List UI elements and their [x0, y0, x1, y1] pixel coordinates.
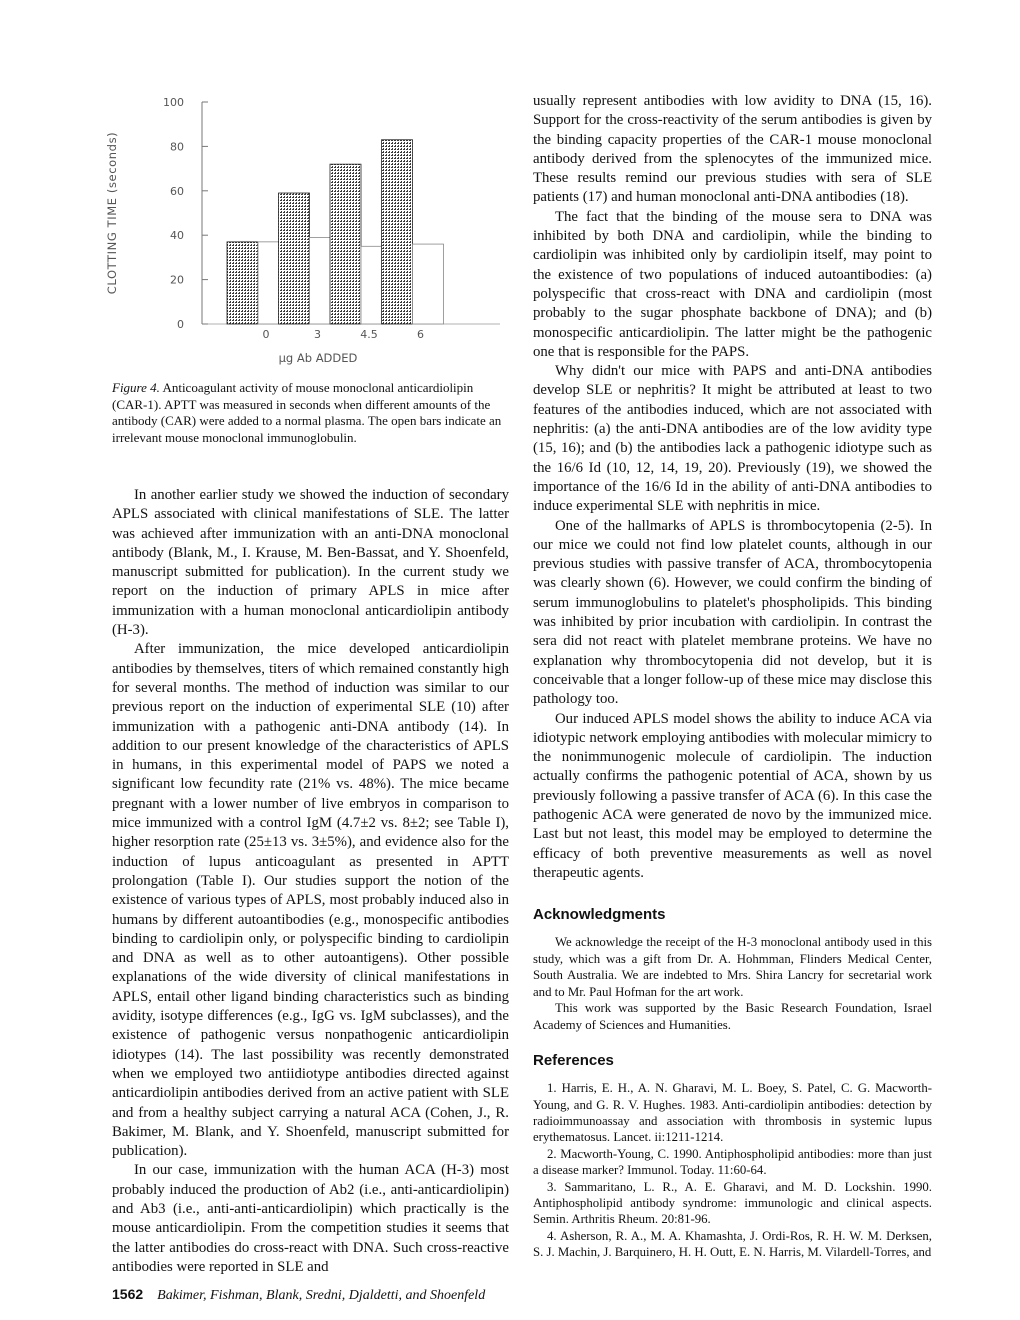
- left-column: [112, 486, 509, 1277]
- paragraph: After immunization, the mice developed anticardiolipin antibodies by themselves, titers of which remained constantly high for several months. The method of induction was similar to our previous report on the induction of experimental SLE (10) after immunization with a pathogenic anti-DNA antibody (14). In addition to our present knowledge of the characteristics of APLS in humans, in this experimental model of PAPS we noted a significant low fecundity rate (21% vs. 48%). The mice became pregnant with a lower number of live embryos in comparison to mice immunized with a control IgM (4.7±2 vs. 8±2; see Table I), higher resorption rate (25±13 vs. 3±5%), and evidence also for the induction of lupus anticoagulant as presented in APTT prolongation (Table I). Our studies support the notion of the existence of various types of APLS, most probably induced also in humans by different autoantibodies (e.g., monospecific antibodies binding to cardiolipin only, or polyspecific binding to cardiolipin and DNA as well as to other autoantigens). Other possible explanations of the wide diversity of clinical manifestations in APLS, entail other ligand binding characteristics such as binding avidity, isotype differences (e.g., IgG vs. IgM subclasses), and the existence of pathogenic versus nonpathogenic anticardiolipin idiotypes (14). The last possibility was recently demonstrated when we employed two antiidiotype antibodies directed against anticardiolipin antibodies derived from an active patient with SLE and from a healthy subject carrying a natural ACA (Cohen, J., R. Bakimer, M. Blank, and Y. Shoenfeld, manuscript submitted for publication).: [112, 641, 509, 1160]
- x-axis-label: µg Ab ADDED: [278, 351, 358, 365]
- right-column: [533, 92, 932, 1261]
- y-axis-label: CLOTTING TIME (seconds): [105, 131, 119, 295]
- x-tick-label: 4.5: [360, 328, 378, 341]
- running-authors: Bakimer, Fishman, Blank, Sredni, Djaldetti, and Shoenfeld: [157, 1288, 486, 1303]
- page-footer: [112, 1286, 485, 1304]
- references-heading: References: [533, 1051, 614, 1069]
- caption-text: Anticoagulant activity of mouse monoclonal anticardiolipin (CAR-1). APTT was measured in seconds when different amounts of the antibody (CAR) were added to a normal plasma. The open bars indicate an irrelevant mouse monoclonal immunoglobulin.: [112, 380, 502, 445]
- figure-caption: [112, 380, 509, 446]
- x-tick-label: 6: [417, 328, 424, 341]
- y-tick-label: 60: [170, 184, 184, 198]
- x-tick-label: 3: [314, 328, 321, 341]
- figure-4: [70, 80, 530, 380]
- bar-hatched: [330, 164, 361, 324]
- paragraph: In our case, immunization with the human ACA (H-3) most probably induced the production of Ab2 (i.e., anti-anticardiolipin) and Ab3 (i.e., anti-anti-anticardiolipin) which practically is the mouse anticardiolipin. From the competition studies it seems that the latter antibodies do cross-react with DNA. Such cross-reactive antibodies were reported in SLE and: [112, 1162, 509, 1275]
- y-tick-label: 80: [170, 140, 184, 154]
- acknowledgments-heading: Acknowledgments: [533, 906, 666, 924]
- paragraph: The fact that the binding of the mouse sera to DNA was inhibited by both DNA and cardiolipin, while the binding to cardiolipin was inhibited only by cardiolipin itself, may point to the existence of two populations of induced autoantibodies: (a) polyspecific that cross-react with DNA and cardiolipin (most probably to the sugar phosphate backbone of DNA); and (b) monospecific anticardiolipin. The latter might be the pathogenic one that is responsible for the PAPS.: [533, 208, 932, 360]
- x-tick-label: 0: [262, 328, 270, 341]
- reference-item: 4. Asherson, R. A., M. A. Khamashta, J. Ordi-Ros, R. H. W. M. Derksen, S. J. Machin, J. Barquinero, H. H. Outt, E. N. Harris, M. Vilardell-Torres, and: [533, 1228, 932, 1260]
- paragraph: Why didn't our mice with PAPS and anti-DNA antibodies develop SLE or nephritis? It might be attributed at least to two features of the antibodies induced, which are not associated with nephritis: (a) the anti-DNA antibodies are of the low avidity type (15, 16); and (b) the antibodies lack a pathogenic idiotype such as the 16/6 Id (10, 12, 14, 19, 20). Previously (19), we showed the importance of the 16/6 Id in the ability of anti-DNA antibodies to induce experimental SLE with nephritis in mice.: [533, 363, 932, 515]
- bar-hatched: [382, 140, 413, 324]
- y-tick-label: 20: [170, 273, 184, 287]
- y-tick-label: 0: [177, 318, 184, 331]
- paragraph: One of the hallmarks of APLS is thrombocytopenia (2-5). In our mice we could not find low platelet counts, although in our previous studies with passive transfer of ACA, thrombocytopenia was clearly shown (6). However, we could confirm the binding of serum immunoglobulins to platelet's phospholipids. This binding was inhibited by prior incubation with cardiolipin. In contrast the sera did not react with platelet membrane proteins. We have no explanation why thrombocytopenia did not develop, but it is conceivable that a longer follow-up of these mice may disclose this pathology too.: [533, 517, 932, 708]
- reference-item: 2. Macworth-Young, C. 1990. Antiphospholipid antibodies: more than just a disease marker? Immunol. Today. 11:60-64.: [533, 1146, 932, 1178]
- bar-chart: [70, 80, 530, 380]
- acknowledgments-section: [533, 934, 932, 1032]
- reference-item: 3. Sammaritano, L. R., A. E. Gharavi, and M. D. Lockshin. 1990. Antiphospholipid antibody syndrome: immunologic and clinical aspects. Semin. Arthritis Rheum. 20:81-96.: [533, 1179, 932, 1227]
- bar-open: [413, 244, 444, 324]
- figure-label: Figure 4.: [112, 380, 160, 395]
- bar-hatched: [227, 242, 258, 324]
- ack-paragraph: This work was supported by the Basic Research Foundation, Israel Academy of Sciences and Humanities.: [533, 1001, 932, 1032]
- page-number: 1562: [112, 1286, 144, 1302]
- reference-item: 1. Harris, E. H., A. N. Gharavi, M. L. Boey, S. Patel, C. G. Macworth-Young, and G. R. V. Hughes. 1983. Anti-cardiolipin antibodies: detection by radioimmunoassay and association with thrombosis in systemic lupus erythematosus. Lancet. ii:1211-1214.: [533, 1081, 932, 1145]
- references-list: [533, 1080, 932, 1260]
- y-tick-label: 100: [163, 96, 184, 109]
- ack-paragraph: We acknowledge the receipt of the H-3 monoclonal antibody used in this study, which was a gift from Dr. A. Hohmman, Flinders Medical Center, South Australia. We are indebted to Mrs. Shira Lancry for secretarial work and to Mr. Paul Hofman for the art work.: [533, 935, 932, 999]
- y-tick-label: 40: [170, 229, 184, 243]
- bar-hatched: [279, 193, 310, 324]
- paragraph: usually represent antibodies with low avidity to DNA (15, 16). Support for the cross-reactivity of the serum antibodies is given by the binding capacity properties of the CAR-1 mouse monoclonal antibody derived from the splenocytes of the immunized mice. These results remind our previous studies with sera of SLE patients (17) and human monoclonal anti-DNA antibodies (18).: [533, 93, 932, 206]
- paragraph: Our induced APLS model shows the ability to induce ACA via idiotypic network employing antibodies with molecular mimicry to the nonimmunogenic molecule of cardiolipin. The induction actually confirms the pathogenic potential of ACA, shown by us previously following a passive transfer of ACA (6). In this case the pathogenic ACA were generated de novo by the immunized mice. Last but not least, this model may be employed to determine the efficacy of both preventive measurements as well as novel therapeutic agents.: [533, 710, 932, 881]
- paragraph: In another earlier study we showed the induction of secondary APLS associated with clinical manifestations of SLE. The latter was achieved after immunization with an anti-DNA monoclonal antibody (Blank, M., I. Krause, M. Ben-Bassat, and Y. Shoenfeld, manuscript submitted for publication). In the current study we report on the induction of primary APLS in mice after immunization with a human monoclonal anticardiolipin antibody (H-3).: [112, 487, 509, 639]
